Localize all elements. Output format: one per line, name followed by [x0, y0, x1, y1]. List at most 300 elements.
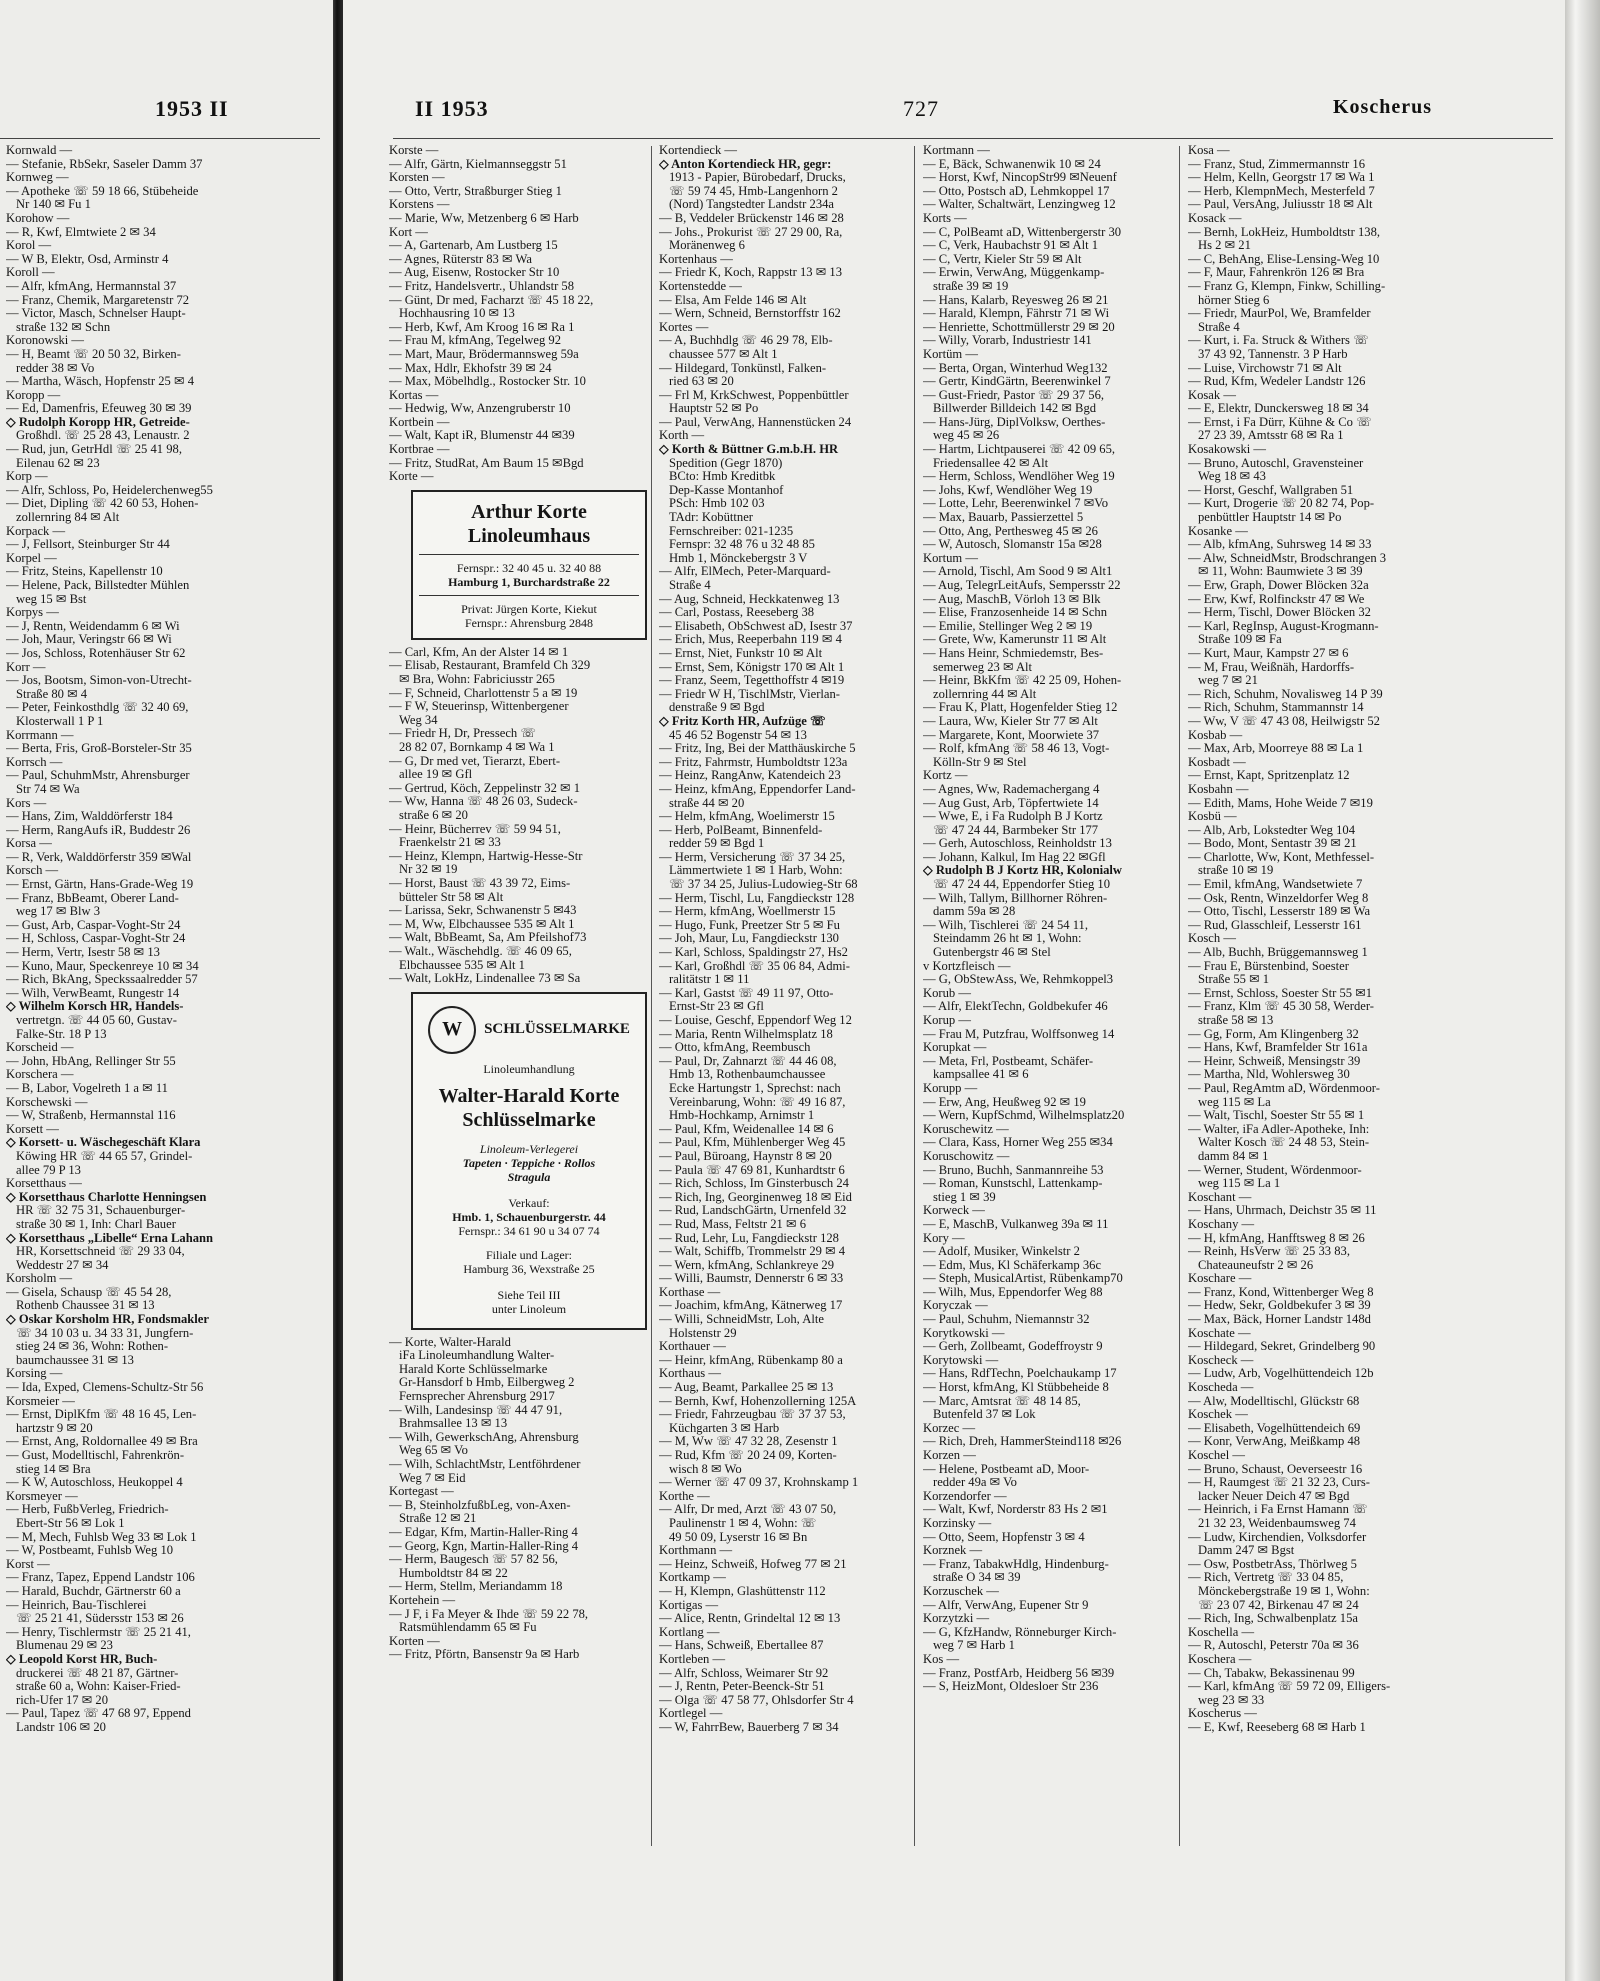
directory-line: — C, Vertr, Kieler Str 59 ✉ Alt — [923, 252, 1082, 266]
directory-line: — Friedr, MaurPol, We, Bramfelder — [1188, 307, 1371, 321]
surname-heading: Korsing — — [6, 1367, 63, 1381]
directory-line: — Herm, Tischl, Dower Blöcken 32 — [1188, 606, 1371, 620]
surname-heading: Korthauer — — [659, 1340, 726, 1354]
directory-line: — Alw, SchneidMstr, Brodschrangen 3 — [1188, 551, 1387, 565]
directory-line: — Herm, RangAufs iR, Buddestr 26 — [6, 823, 191, 837]
ad-branch-address: Hamburg 36, Wexstraße 25 — [463, 1261, 595, 1276]
surname-heading: v Kortzfleisch — — [923, 959, 1011, 973]
directory-line: — Hans, RdfTechn, Poelchaukamp 17 — [923, 1367, 1117, 1381]
directory-line: — Walt, Kwf, Norderstr 83 Hs 2 ✉1 — [923, 1503, 1108, 1517]
directory-line: wisch 8 ✉ Wo — [669, 1462, 742, 1476]
directory-line: Nr 32 ✉ 19 — [399, 863, 458, 877]
directory-line: — Rud, Kfm, Wedeler Landstr 126 — [1188, 375, 1366, 389]
directory-line: — Fritz, StudRat, Am Baum 15 ✉Bgd — [389, 456, 584, 470]
directory-line: — J, Rentn, Peter-Beenck-Str 51 — [659, 1680, 825, 1694]
surname-heading: Koschel — — [1188, 1449, 1246, 1462]
directory-line: weg 17 ✉ Blw 3 — [16, 905, 101, 919]
directory-line: — Gertr, KindGärtn, Beerenwinkel 7 — [923, 375, 1111, 389]
directory-line: — Martha, Nld, Wohlersweg 30 — [1188, 1068, 1350, 1082]
directory-line: — Rich, BkAng, Speckssaalredder 57 — [6, 973, 198, 987]
surname-heading: Kortenhaus — — [659, 252, 733, 266]
directory-line: PSch: Hmb 102 03 — [669, 497, 765, 511]
directory-line: — Herm, Vertr, Isestr 58 ✉ 13 — [6, 946, 160, 960]
directory-line: Fraenkelstr 21 ✉ 33 — [399, 836, 501, 850]
directory-line: Weddestr 27 ✉ 34 — [16, 1258, 109, 1272]
directory-line: Hmb 1, Mönckebergstr 3 V — [669, 551, 808, 565]
surname-heading: Korstens — — [389, 198, 450, 212]
directory-line: — Max, Arb, Moorreye 88 ✉ La 1 — [1188, 742, 1364, 756]
directory-line: semerweg 23 ✉ Alt — [933, 660, 1033, 674]
directory-line: — Friedr H, Dr, Pressech ☏ — [389, 727, 537, 741]
directory-line: — Helm, Kelln, Georgstr 17 ✉ Wa 1 — [1188, 171, 1375, 185]
directory-line: — Rich, Vertretg ☏ 33 04 85, — [1188, 1571, 1344, 1585]
directory-line: — Friedr W H, TischlMstr, Vierlan- — [659, 687, 841, 701]
directory-line: — Mart, Maur, Brödermannsweg 59a — [389, 347, 579, 361]
directory-line: — Franz, Stud, Zimmermannstr 16 — [1188, 157, 1365, 171]
directory-line: ☏ 37 34 25, Julius-Ludowieg-Str 68 — [669, 878, 858, 892]
directory-line: — Fritz, Steins, Kapellenstr 10 — [6, 565, 163, 579]
directory-line: — Frau M, Putzfrau, Wolffsonweg 14 — [923, 1027, 1115, 1041]
surname-heading: Korup — — [923, 1014, 971, 1027]
surname-heading: Kortbein — — [389, 415, 450, 429]
directory-line: — Hans Heinr, Schmiedemstr, Bes- — [923, 646, 1104, 660]
directory-line: — Hedw, Sekr, Goldbekufer 3 ✉ 39 — [1188, 1299, 1371, 1313]
directory-line: — Walter, Schaltwärt, Lenzingweg 12 — [923, 198, 1116, 212]
directory-line: bütteler Str 58 ✉ Alt — [399, 890, 504, 904]
directory-line: — Karl, Schloss, Spaldingstr 27, Hs2 — [659, 946, 848, 960]
directory-line: — Günt, Dr med, Facharzt ☏ 45 18 22, — [389, 293, 594, 307]
surname-heading: Kortenstedde — — [659, 279, 742, 293]
directory-line: — W, Postbeamt, Fuhlsb Weg 10 — [6, 1544, 174, 1558]
directory-line: — Fritz, Handelsvertr., Uhlandstr 58 — [389, 279, 575, 293]
directory-line: — H, Klempn, Glashüttenstr 112 — [659, 1584, 826, 1598]
directory-line: — Franz, Seem, Tegetthoffstr 4 ✉19 — [659, 674, 845, 688]
directory-line: Ebert-Str 56 ✉ Lok 1 — [16, 1516, 125, 1530]
directory-line: — Kurt, Maur, Kampstr 27 ✉ 6 — [1188, 646, 1349, 660]
directory-line: — Horst, Kwf, NincopStr99 ✉Neuenf — [923, 171, 1117, 185]
directory-line: ☏ 23 07 42, Birkenau 47 ✉ 24 — [1198, 1598, 1359, 1612]
directory-line: — Alfr, ElMech, Peter-Marquard- — [659, 565, 831, 579]
directory-line: — Paul, Kfm, Mühlenberger Weg 45 — [659, 1136, 846, 1150]
surname-heading: Korschera — — [6, 1068, 74, 1082]
directory-line: — Korte, Walter-Harald — [389, 1335, 511, 1349]
surname-heading: Korthe — — [659, 1489, 710, 1503]
directory-line: — Wern, Schneid, Bernstorffstr 162 — [659, 307, 841, 321]
directory-line: ◇ Wilhelm Korsch HR, Handels- — [6, 1000, 184, 1014]
directory-line: weg 115 ✉ La 1 — [1198, 1177, 1281, 1191]
directory-line: — Hans, Kalarb, Reyesweg 26 ✉ 21 — [923, 293, 1109, 307]
directory-line: — Otto, Postsch aD, Lehmkoppel 17 — [923, 184, 1110, 198]
directory-line: rich-Ufer 17 ✉ 20 — [16, 1693, 109, 1707]
directory-line: — Roman, Kunstschl, Lattenkamp- — [923, 1177, 1103, 1191]
directory-line: — Herb, FußbVerleg, Friedrich- — [6, 1503, 169, 1517]
directory-line: — Willi, Baumstr, Dennerstr 6 ✉ 33 — [659, 1272, 844, 1286]
directory-line: Hmb 13, Rothenbaumchaussee — [669, 1068, 826, 1082]
directory-line: — Edith, Mams, Hohe Weide 7 ✉19 — [1188, 796, 1373, 810]
directory-line: — Erw, Ang, Heußweg 92 ✉ 19 — [923, 1095, 1086, 1109]
directory-line: straße 39 ✉ 19 — [933, 279, 1009, 293]
surname-heading: Korthase — — [659, 1285, 721, 1299]
directory-line: Straße 80 ✉ 4 — [16, 687, 88, 701]
directory-line: — Max, Möbelhdlg., Rostocker Str. 10 — [389, 375, 586, 389]
directory-line: — Max, Bauarb, Passierzettel 5 — [923, 511, 1084, 525]
directory-line: — Hugo, Funk, Preetzer Str 5 ✉ Fu — [659, 918, 840, 932]
directory-line: — Berta, Fris, Groß-Borsteler-Str 35 — [6, 742, 192, 756]
directory-line: Ecke Hartungstr 1, Sprechst: nach — [669, 1081, 841, 1095]
directory-line: — Karl, RegInsp, August-Krogmann- — [1188, 619, 1379, 633]
directory-line: — Walter, iFa Adler-Apotheke, Inh: — [1188, 1122, 1370, 1136]
surname-heading: Koschare — — [1188, 1272, 1252, 1286]
directory-line: — Henry, Tischlermstr ☏ 25 21 41, — [6, 1625, 191, 1639]
directory-line: — H, Raumgest ☏ 21 32 23, Curs- — [1188, 1476, 1370, 1490]
directory-line: vertretgn. ☏ 44 05 60, Gustav- — [16, 1014, 177, 1027]
directory-line: — Frl M, KrkSchwest, Poppenbüttler — [659, 388, 849, 402]
directory-line: 1913 - Papier, Bürobedarf, Drucks, — [669, 171, 846, 185]
directory-line: hörner Stieg 6 — [1198, 293, 1270, 307]
surname-heading: Koschant — — [1188, 1190, 1252, 1204]
directory-line: — Franz, PostfArb, Heidberg 56 ✉39 — [923, 1666, 1115, 1680]
surname-heading: Korznek — — [923, 1544, 983, 1558]
directory-line: — Ernst, DiplKfm ☏ 48 16 45, Len- — [6, 1408, 197, 1422]
surname-heading: Korst — — [6, 1557, 50, 1571]
directory-line: — Hans, Zim, Walddörferstr 184 — [6, 810, 173, 824]
directory-line: Straße 55 ✉ 1 — [1198, 973, 1270, 987]
directory-line: penbüttler Hauptstr 14 ✉ Po — [1198, 511, 1342, 525]
directory-line: — Heinrich, i Fa Ernst Hamann ☏ — [1188, 1503, 1368, 1517]
right-page-header-left: II 1953 — [415, 96, 489, 121]
directory-line: Eilenau 62 ✉ 23 — [16, 456, 100, 470]
directory-line: — Heinr, Schweiß, Mensingstr 39 — [1188, 1054, 1361, 1068]
directory-line: — Helene, Postbeamt aD, Moor- — [923, 1462, 1090, 1476]
directory-line: — Meta, Frl, Postbeamt, Schäfer- — [923, 1054, 1094, 1068]
surname-heading: Koronowski — — [6, 334, 85, 348]
directory-line: — Rud, jun, GetrHdl ☏ 25 41 98, — [6, 443, 182, 457]
surname-heading: Korzen — — [923, 1449, 976, 1462]
directory-line: — Marie, Ww, Metzenberg 6 ✉ Harb — [389, 211, 579, 225]
surname-heading: Korzendorfer — — [923, 1489, 1007, 1503]
directory-line: — Jos, Schloss, Rotenhäuser Str 62 — [6, 646, 186, 660]
directory-line: — Rud, Kfm ☏ 20 24 09, Korten- — [659, 1449, 837, 1462]
directory-line: damm 84 ✉ 1 — [1198, 1149, 1269, 1163]
directory-line: Falke-Str. 18 P 13 — [16, 1027, 107, 1041]
surname-heading: Kortlang — — [659, 1625, 720, 1639]
directory-line: — Larissa, Sekr, Schwanenstr 5 ✉43 — [389, 904, 577, 918]
directory-line: — Osk, Rentn, Winzeldorfer Weg 8 — [1188, 891, 1369, 905]
directory-line: — Alb, kfmAng, Suhrsweg 14 ✉ 33 — [1188, 538, 1372, 552]
surname-heading: Kosa — — [1188, 144, 1230, 157]
directory-line: stieg 1 ✉ 39 — [933, 1190, 996, 1204]
book-gutter — [333, 0, 343, 1981]
directory-line: straße 10 ✉ 19 — [1198, 864, 1274, 878]
directory-line: ◇ Anton Kortendieck HR, gegr: — [659, 157, 832, 171]
directory-line: — Harald, Klempn, Fährstr 71 ✉ Wi — [923, 307, 1110, 321]
directory-line: ◇ Rudolph B J Kortz HR, Kolonialw — [923, 864, 1122, 878]
directory-line: — Bernh, LokHeiz, Humboldtstr 138, — [1188, 225, 1381, 239]
directory-line: denstraße 9 ✉ Bgd — [669, 701, 765, 715]
directory-line: — E, Kwf, Reeseberg 68 ✉ Harb 1 — [1188, 1720, 1366, 1734]
surname-heading: Koschella — — [1188, 1625, 1255, 1639]
directory-line: — Paul, RegAmtm aD, Wördenmoor- — [1188, 1081, 1380, 1095]
directory-line: — Alb, Buchh, Brüggemannsweg 1 — [1188, 946, 1368, 960]
directory-line: Paulinenstr 1 ✉ 4, Wohn: ☏ — [669, 1516, 817, 1530]
directory-line: — Osw, PostbetrAss, Thörlweg 5 — [1188, 1557, 1357, 1571]
directory-line: — Aug, Eisenw, Rostocker Str 10 — [389, 266, 560, 280]
directory-line: — Henriette, Schottmüllerstr 29 ✉ 20 — [923, 320, 1115, 334]
directory-line: — Alb, Arb, Lokstedter Weg 104 — [1188, 823, 1356, 837]
directory-line: baumchaussee 31 ✉ 13 — [16, 1353, 134, 1367]
directory-line: Kölln-Str 9 ✉ Stel — [933, 755, 1027, 769]
directory-line: — Aug, Schneid, Heckkatenweg 13 — [659, 592, 840, 606]
surname-heading: Kosbadt — — [1188, 755, 1246, 769]
directory-line: — Erw, Graph, Dower Blöcken 32a — [1188, 579, 1369, 592]
directory-line: damm 59a ✉ 28 — [933, 905, 1016, 919]
directory-line: — Herm, Tischl, Lu, Fangdieckstr 128 — [659, 891, 855, 905]
directory-line: — E, MaschB, Vulkanweg 39a ✉ 11 — [923, 1217, 1109, 1231]
directory-line: — Friedr K, Koch, Rappstr 13 ✉ 13 — [659, 266, 842, 280]
surname-heading: Koschate — — [1188, 1326, 1251, 1340]
directory-line: ◇ Korth & Büttner G.m.b.H. HR — [659, 443, 839, 457]
directory-line: — Paul, Kfm, Weidenallee 14 ✉ 6 — [659, 1122, 834, 1136]
directory-line: ◇ Rudolph Koropp HR, Getreide- — [6, 415, 190, 429]
directory-line: redder 49a ✉ Vo — [933, 1476, 1017, 1490]
directory-line: — Apotheke ☏ 59 18 66, Stübeheide — [6, 184, 199, 198]
directory-line: — Hans-Jürg, DiplVolksw, Oerthes- — [923, 415, 1106, 429]
surname-heading: Korsett — — [6, 1122, 59, 1136]
directory-line: — Heinz, kfmAng, Eppendorfer Land- — [659, 782, 856, 796]
directory-line: — Carl, Kfm, An der Alster 14 ✉ 1 — [389, 645, 569, 659]
directory-line: — Victor, Masch, Schnelser Haupt- — [6, 307, 186, 321]
directory-line: — Clara, Kass, Horner Weg 255 ✉34 — [923, 1136, 1113, 1150]
directory-line: — Erwin, VerwAng, Müggenkamp- — [923, 266, 1105, 280]
directory-line: — Walt, Tischl, Soester Str 55 ✉ 1 — [1188, 1109, 1365, 1123]
surname-heading: Kornwald — — [6, 144, 73, 157]
directory-line: — Bruno, Schaust, Oeverseestr 16 — [1188, 1462, 1363, 1476]
directory-line: — Heinr, BkKfm ☏ 42 25 09, Hohen- — [923, 674, 1122, 688]
directory-line: — Rich, Schloss, Im Ginsterbusch 24 — [659, 1177, 849, 1191]
directory-line: — Werner, Student, Wördenmoor- — [1188, 1163, 1362, 1177]
directory-line: — Walt, Kapt iR, Blumenstr 44 ✉39 — [389, 429, 575, 443]
running-head: Koscherus — [1333, 96, 1432, 118]
left-page-column — [6, 144, 326, 1974]
directory-line: — Heinz, Klempn, Hartwig-Hesse-Str — [389, 849, 583, 863]
directory-line: — Bernh, Kwf, Hohenzollerning 125A — [659, 1394, 857, 1408]
directory-line: — Emil, kfmAng, Wandsetwiete 7 — [1188, 878, 1363, 892]
directory-line: — Bodo, Mont, Sentastr 39 ✉ 21 — [1188, 837, 1357, 851]
directory-line: lacker Neuer Deich 47 ✉ Bgd — [1198, 1489, 1350, 1503]
left-page-header: 1953 II — [155, 96, 229, 121]
surname-heading: Kortz — — [923, 769, 968, 783]
directory-line: — Alw, Modelltischl, Glückstr 68 — [1188, 1394, 1360, 1408]
header-rule — [393, 138, 1553, 139]
directory-line: — Ernst, Ang, Roldornallee 49 ✉ Bra — [6, 1435, 198, 1449]
directory-line: Spedition (Gegr 1870) — [669, 456, 783, 470]
directory-line: — Paula ☏ 47 69 81, Kunhardtstr 6 — [659, 1163, 845, 1177]
directory-line: Ratsmühlendamm 65 ✉ Fu — [399, 1621, 537, 1635]
directory-line: — W, Straßenb, Hermannstal 116 — [6, 1109, 176, 1123]
directory-line: — Reinh, HsVerw ☏ 25 33 83, — [1188, 1245, 1350, 1259]
surname-heading: Kortas — — [389, 388, 439, 402]
directory-line: zollernring 44 ✉ Alt — [933, 687, 1037, 701]
directory-line: — Fritz, Ing, Bei der Matthäuskirche 5 — [659, 742, 856, 756]
directory-line: — Otto, Seem, Hopfenstr 3 ✉ 4 — [923, 1530, 1085, 1544]
surname-heading: Korthaus — — [659, 1367, 721, 1381]
directory-line: — J, Fellsort, Steinburger Str 44 — [6, 538, 170, 552]
directory-line: — Joh, Maur, Veringstr 66 ✉ Wi — [6, 633, 172, 647]
ad-branch: Filiale und Lager: — [486, 1247, 572, 1262]
directory-line: — Gisela, Schausp ☏ 45 54 28, — [6, 1285, 172, 1299]
directory-line: — Luise, Virchowstr 71 ✉ Alt — [1188, 361, 1342, 375]
left-page — [0, 0, 333, 1981]
directory-line: weg 45 ✉ 26 — [933, 429, 1000, 443]
directory-line: — C, Verk, Haubachstr 91 ✉ Alt 1 — [923, 239, 1099, 253]
directory-line: — Paul, Tapez ☏ 47 68 97, Eppend — [6, 1707, 191, 1721]
directory-line: Moränenweg 6 — [669, 239, 745, 253]
directory-line: 28 82 07, Bornkamp 4 ✉ Wa 1 — [399, 741, 555, 754]
directory-line: — M, Frau, Weißnäh, Hardorffs- — [1188, 660, 1355, 674]
ad-name: Arthur Korte — [471, 500, 587, 523]
directory-line: — Franz, Tapez, Eppend Landstr 106 — [6, 1571, 195, 1585]
surname-heading: Korts — — [923, 211, 967, 225]
directory-line: — Ernst, Sem, Königstr 170 ✉ Alt 1 — [659, 660, 845, 674]
directory-line: — Ludw, Arb, Vogelhüttendeich 12b — [1188, 1367, 1374, 1381]
directory-line: — Franz, TabakwHdlg, Hindenburg- — [923, 1557, 1109, 1571]
key-seal-icon: W — [428, 1006, 476, 1054]
ad-walter-harald-korte — [411, 992, 647, 1330]
directory-line: — Herm, Schloss, Wendlöher Weg 19 — [923, 470, 1115, 484]
surname-heading: Kortegast — — [389, 1485, 454, 1499]
directory-line: — Kurt, i. Fa. Struck & Withers ☏ — [1188, 334, 1369, 348]
surname-heading: Korten — — [389, 1634, 440, 1648]
directory-line: — Ludw, Kirchendien, Volksdorfer — [1188, 1530, 1367, 1544]
column-1 — [389, 144, 647, 1834]
directory-line: — Herm, kfmAng, Woellmerstr 15 — [659, 905, 836, 919]
directory-line: — Wilh, GewerkschAng, Ahrensburg — [389, 1430, 579, 1444]
directory-line: — Maria, Rentn Wilhelmsplatz 18 — [659, 1027, 833, 1041]
directory-line: — Gerh, Zollbeamt, Godeffroystr 9 — [923, 1340, 1103, 1354]
directory-line: — Johs., Prokurist ☏ 27 29 00, Ra, — [659, 225, 843, 239]
directory-line: — S, HeizMont, Oldesloer Str 236 — [923, 1680, 1099, 1694]
directory-line: — Bruno, Autoschl, Gravensteiner — [1188, 456, 1364, 470]
directory-line: — Paul, Dr, Zahnarzt ☏ 44 46 08, — [659, 1054, 837, 1068]
directory-line: Brahmsallee 13 ✉ 13 — [399, 1417, 508, 1431]
directory-line: — Helene, Pack, Billstedter Mühlen — [6, 579, 190, 592]
directory-line: Fernspr: 32 48 76 u 32 48 85 — [669, 538, 815, 552]
directory-line: — Fritz, Pförtn, Bansenstr 9a ✉ Harb — [389, 1648, 580, 1662]
directory-line: Hochhausring 10 ✉ 13 — [399, 307, 515, 321]
surname-heading: Kosakowski — — [1188, 443, 1267, 457]
directory-line: Klosterwall 1 P 1 — [16, 714, 104, 728]
surname-heading: Kortkamp — — [659, 1571, 726, 1585]
directory-line: — Otto, Vertr, Straßburger Stieg 1 — [389, 184, 562, 198]
directory-line: redder 38 ✉ Vo — [16, 361, 95, 375]
directory-line: — Otto, Tischl, Lesserstr 189 ✉ Wa — [1188, 905, 1371, 919]
directory-line: — Elisabeth, Vogelhüttendeich 69 — [1188, 1421, 1361, 1435]
directory-line: Rothenb Chaussee 31 ✉ 13 — [16, 1299, 155, 1313]
directory-line: — J F, i Fa Meyer & Ihde ☏ 59 22 78, — [389, 1607, 589, 1621]
directory-line: Holstenstr 29 — [669, 1326, 737, 1340]
directory-line: — Karl, kfmAng ☏ 59 72 09, Elligers- — [1188, 1680, 1391, 1694]
surname-heading: Kortmann — — [923, 144, 990, 157]
surname-heading: Kosanke — — [1188, 524, 1248, 538]
directory-line: Weg 65 ✉ Vo — [399, 1444, 468, 1458]
ad-line-1: Linoleum-Verlegerei — [479, 1141, 579, 1156]
directory-line: — Hedwig, Ww, Anzengruberstr 10 — [389, 402, 571, 416]
directory-line: Hs 2 ✉ 21 — [1198, 239, 1251, 253]
surname-heading: Koscheda — — [1188, 1381, 1254, 1395]
directory-line: redder 59 ✉ Bgd 1 — [669, 837, 765, 851]
surname-heading: Korzytzki — — [923, 1612, 990, 1626]
directory-line: — Friedr, Fahrzeugbau ☏ 37 37 53, — [659, 1408, 846, 1422]
directory-line: Dep-Kasse Montanhof — [669, 483, 784, 497]
directory-line: (Nord) Tangstedter Landstr 234a — [669, 198, 835, 212]
directory-line: — Wilh, SchlachtMstr, Lentföhrdener — [389, 1458, 581, 1472]
directory-line: — C, BehAng, Elise-Lensing-Weg 10 — [1188, 252, 1380, 266]
surname-heading: Kors — — [6, 796, 47, 810]
directory-line: — Otto, kfmAng, Reembusch — [659, 1041, 811, 1055]
directory-line: — Walt., Wäschehdlg. ☏ 46 09 65, — [389, 944, 572, 958]
directory-line: — G, ObStewAss, We, Rehmkoppel3 — [923, 973, 1114, 987]
directory-line: — Peter, Feinkosthdlg ☏ 32 40 69, — [6, 701, 189, 715]
directory-line: — Karl, Gastst ☏ 49 11 97, Otto- — [659, 986, 834, 1000]
directory-line: — Elisabeth, ObSchwest aD, Isestr 37 — [659, 619, 853, 633]
surname-heading: Korsmeyer — — [6, 1489, 78, 1503]
ad-sale: Verkauf: — [508, 1195, 550, 1210]
directory-line: — Ernst, Schloss, Soester Str 55 ✉1 — [1188, 986, 1373, 1000]
directory-line: ◇ Korsett- u. Wäschegeschäft Klara — [6, 1136, 201, 1150]
surname-heading: Korpys — — [6, 606, 59, 620]
directory-line: — Johs, Kwf, Wendlöher Weg 19 — [923, 483, 1093, 497]
directory-line: stieg 24 ✉ 36, Wohn: Rothen- — [16, 1340, 169, 1354]
directory-line: Nr 140 ✉ Fu 1 — [16, 198, 91, 212]
ad-brand: SCHLÜSSELMARKE — [484, 1020, 630, 1037]
column-rule — [1179, 146, 1180, 1846]
directory-line: 27 23 39, Amtsstr 68 ✉ Ra 1 — [1198, 429, 1344, 443]
directory-line: Elbchaussee 535 ✉ Alt 1 — [399, 958, 525, 972]
directory-line: — Walt, BbBeamt, Sa, Am Pfeilshof73 — [389, 931, 587, 945]
directory-line: — Frau M, kfmAng, Tegelweg 92 — [389, 334, 562, 348]
directory-line: — Ww, Hanna ☏ 48 26 03, Sudeck- — [389, 795, 578, 809]
surname-heading: Korsmeier — — [6, 1394, 75, 1408]
directory-line: — Gust, Modelltischl, Fahrenkrön- — [6, 1449, 185, 1462]
ad-address: Hmb. 1, Schauenburgerstr. 44 — [452, 1209, 606, 1224]
directory-line: — H, Schloss, Caspar-Voght-Str 24 — [6, 932, 186, 946]
directory-line: — Herm, Versicherung ☏ 37 34 25, — [659, 850, 846, 864]
directory-line: Str 74 ✉ Wa — [16, 782, 80, 796]
directory-line: Straße 4 — [669, 579, 711, 592]
directory-line: — A, Gartenarb, Am Lustberg 15 — [389, 239, 558, 253]
directory-line: — B, Veddeler Brückenstr 146 ✉ 28 — [659, 211, 844, 225]
directory-line: Blumenau 29 ✉ 23 — [16, 1639, 113, 1653]
surname-heading: Koschera — — [1188, 1652, 1252, 1666]
directory-line: Köwing HR ☏ 44 65 57, Grindel- — [16, 1149, 193, 1163]
directory-line: — Aug, Beamt, Parkallee 25 ✉ 13 — [659, 1381, 834, 1395]
directory-line: 45 46 52 Bogenstr 54 ✉ 13 — [669, 728, 807, 742]
surname-heading: Kosack — — [1188, 211, 1242, 225]
surname-heading: Korste — — [389, 144, 439, 157]
directory-line: — Steph, MusicalArtist, Rübenkamp70 — [923, 1272, 1123, 1286]
directory-line: — Walt, Schiffb, Trommelstr 29 ✉ 4 — [659, 1245, 846, 1259]
directory-line: — Paul, Büroang, Haynstr 8 ✉ 20 — [659, 1149, 832, 1163]
directory-line: ☏ 34 10 03 u. 34 33 31, Jungfern- — [16, 1326, 194, 1340]
directory-line: — Franz, BbBeamt, Oberer Land- — [6, 891, 179, 905]
directory-line: — Gg, Form, Am Klingenberg 32 — [1188, 1027, 1359, 1041]
header-rule — [0, 138, 320, 139]
surname-heading: Korytkowski — — [923, 1326, 1005, 1340]
directory-line: weg 115 ✉ La — [1198, 1095, 1271, 1109]
surname-heading: Kosbü — — [1188, 810, 1237, 824]
surname-heading: Korth — — [659, 429, 705, 443]
directory-line: — Gust-Friedr, Pastor ☏ 29 37 56, — [923, 388, 1105, 402]
